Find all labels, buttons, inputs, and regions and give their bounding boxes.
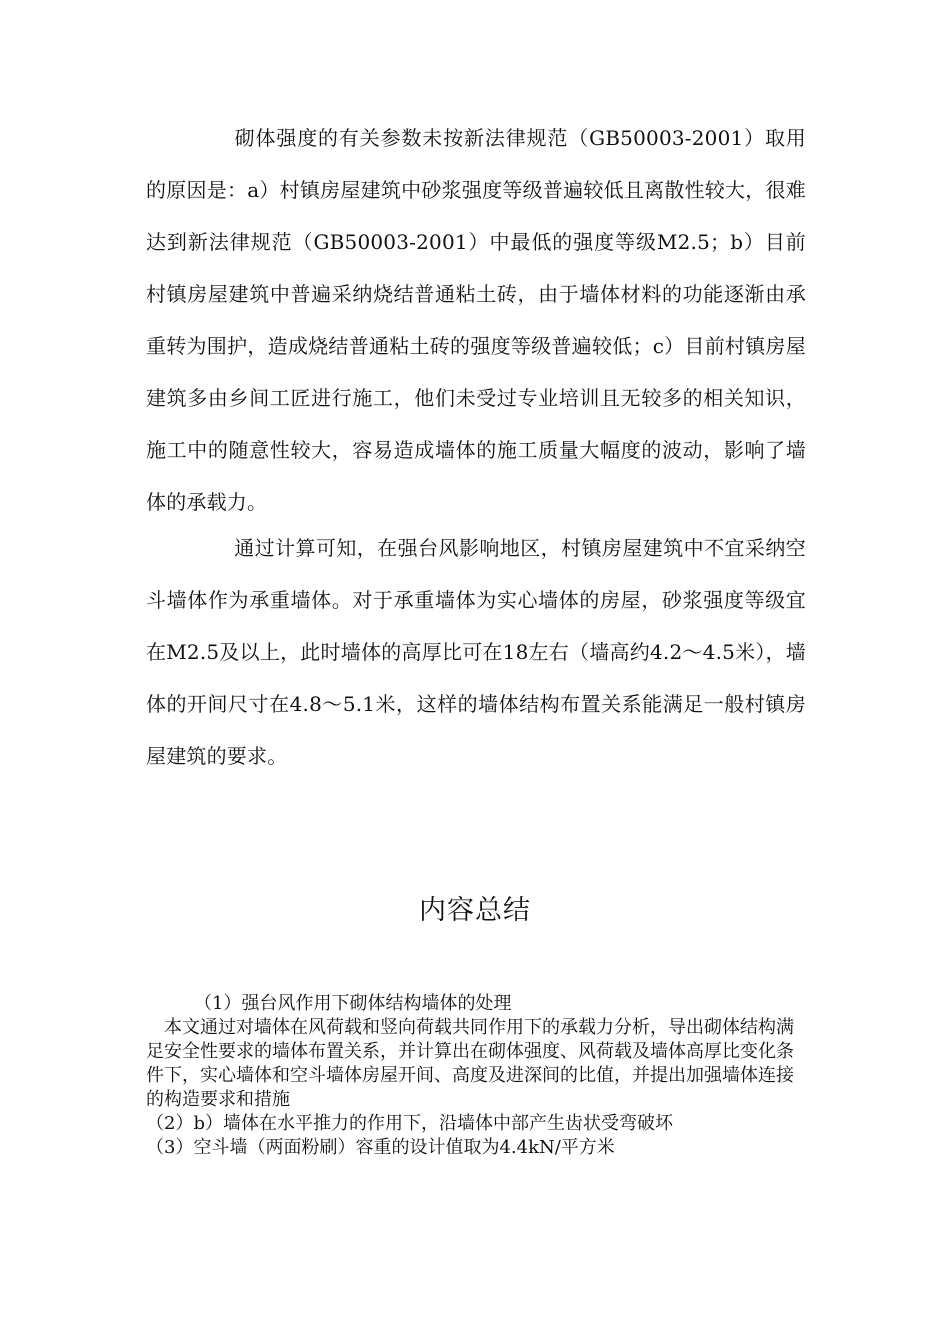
summary-item-3: （3）空斗墙（两面粉刷）容重的设计值取为4.4kN/平方米	[146, 1137, 615, 1158]
summary-heading: 内容总结	[419, 895, 531, 926]
body-paragraph-2	[146, 522, 806, 782]
body-paragraph-1	[146, 112, 806, 528]
summary-item-1-title: （1）强台风作用下砌体结构墙体的处理	[194, 993, 512, 1014]
paragraph-2-text: 通过计算可知，在强台风影响地区，村镇房屋建筑中不宜采纳空斗墙体作为承重墙体。对于承重墙体为实心墙体的房屋，砂浆强度等级宜在M2.5及以上，此时墙体的高厚比可在18左右（墙高约4.2～4.5米），墙体的开间尺寸在4.8～5.1米，这样的墙体结构布置关系能满足一般村镇房屋建筑的要求。	[146, 536, 806, 768]
summary-section	[146, 992, 806, 1160]
paragraph-1-text: 砌体强度的有关参数未按新法律规范（GB50003-2001）取用的原因是：a）村镇房屋建筑中砂浆强度等级普遍较低且离散性较大，很难达到新法律规范（GB50003-2001）中最低的强度等级M2.5；b）目前村镇房屋建筑中普遍采纳烧结普通粘土砖，由于墙体材料的功能逐渐由承重转为围护，造成烧结普通粘土砖的强度等级普遍较低；c）目前村镇房屋建筑多由乡间工匠进行施工，他们未受过专业培训且无较多的相关知识，施工中的随意性较大，容易造成墙体的施工质量大幅度的波动，影响了墙体的承载力。	[146, 126, 806, 514]
summary-item-1-body	[146, 1016, 806, 1112]
summary-item-1-body-text: 本文通过对墙体在风荷载和竖向荷载共同作用下的承载力分析，导出砌体结构满足安全性要求的墙体布置关系，并计算出在砌体强度、风荷载及墙体高厚比变化条件下，实心墙体和空斗墙体房屋开间、高度及进深间的比值，并提出加强墙体连接的构造要求和措施	[146, 1017, 794, 1110]
summary-item-2: （2）b）墙体在水平推力的作用下，沿墙体中部产生齿状受弯破坏	[146, 1113, 673, 1134]
